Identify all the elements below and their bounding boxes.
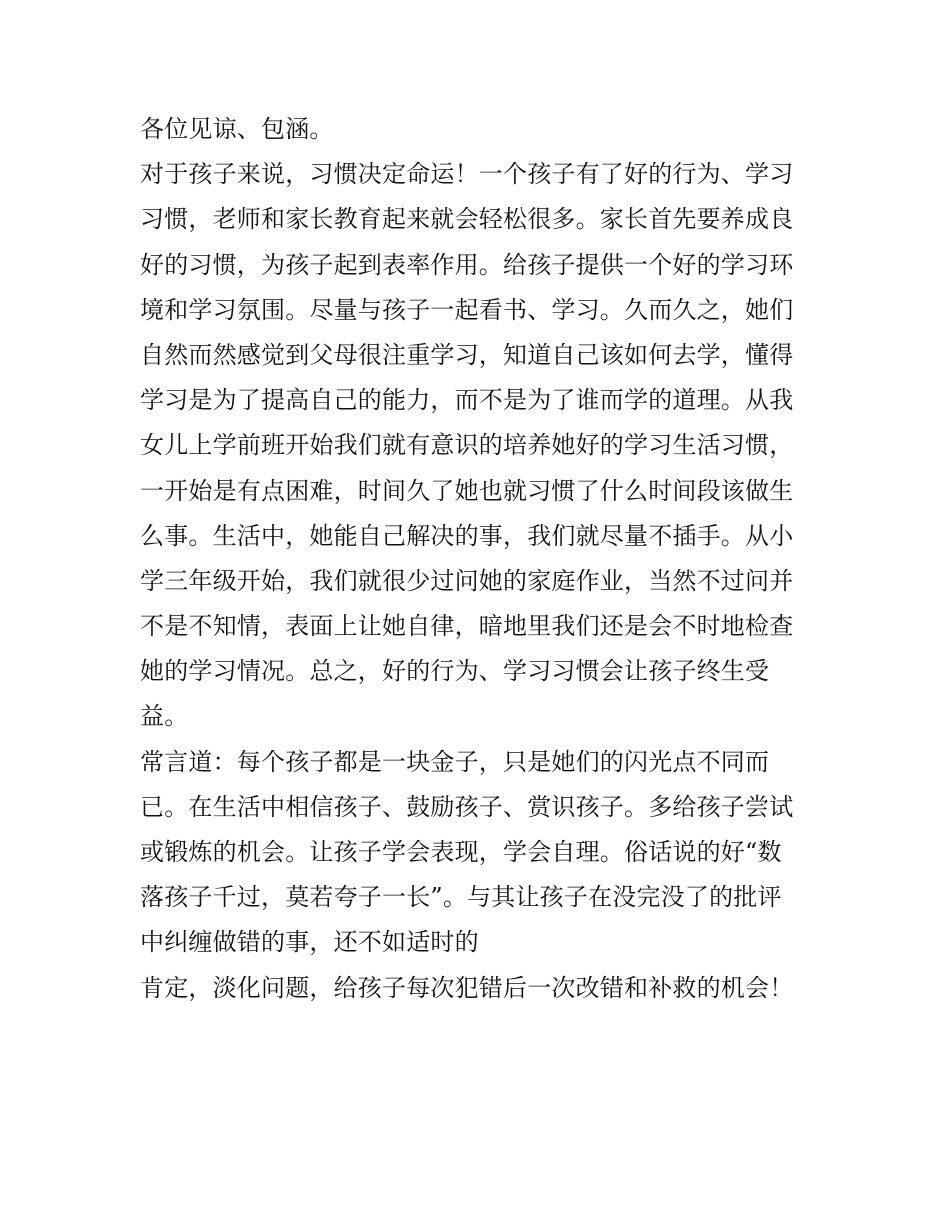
text-line: 一开始是有点困难，时间久了她也就习惯了什么时间段该做生 bbox=[140, 476, 794, 505]
text-line: 益。 bbox=[140, 702, 189, 731]
text-line: 女儿上学前班开始我们就有意识的培养她好的学习生活习惯， bbox=[140, 431, 794, 460]
text-line: 中纠缠做错的事，还不如适时的 bbox=[140, 928, 479, 957]
document-body-text bbox=[140, 107, 830, 1011]
text-line: 么事。生活中，她能自己解决的事，我们就尽量不插手。从小 bbox=[140, 521, 794, 550]
text-line: 习惯，老师和家长教育起来就会轻松很多。家长首先要养成良 bbox=[140, 205, 794, 234]
text-line: 肯定，淡化问题，给孩子每次犯错后一次改错和补救的机会！ bbox=[140, 973, 794, 1002]
text-line: 对于孩子来说，习惯决定命运！一个孩子有了好的行为、学习 bbox=[140, 160, 794, 189]
text-line: 学习是为了提高自己的能力，而不是为了谁而学的道理。从我 bbox=[140, 386, 794, 415]
text-line: 已。在生活中相信孩子、鼓励孩子、赏识孩子。多给孩子尝试 bbox=[140, 792, 794, 821]
text-line: 各位见谅、包涵。 bbox=[140, 115, 334, 143]
text-line: 自然而然感觉到父母很注重学习，知道自己该如何去学，懂得 bbox=[140, 340, 794, 369]
text-line: 落孩子千过，莫若夸子一长”。与其让孩子在没完没了的批评 bbox=[140, 883, 782, 912]
text-line: 学三年级开始，我们就很少过问她的家庭作业，当然不过问并 bbox=[140, 566, 794, 595]
text-line: 好的习惯，为孩子起到表率作用。给孩子提供一个好的学习环 bbox=[140, 250, 794, 279]
text-line: 她的学习情况。总之，好的行为、学习习惯会让孩子终生受 bbox=[140, 657, 770, 686]
text-line: 境和学习氛围。尽量与孩子一起看书、学习。久而久之，她们 bbox=[140, 295, 794, 324]
text-line: 常言道：每个孩子都是一块金子，只是她们的闪光点不同而 bbox=[140, 747, 770, 776]
text-line: 或锻炼的机会。让孩子学会表现，学会自理。俗话说的好“数 bbox=[140, 838, 782, 866]
text-line: 不是不知情，表面上让她自律，暗地里我们还是会不时地检查 bbox=[140, 612, 794, 641]
